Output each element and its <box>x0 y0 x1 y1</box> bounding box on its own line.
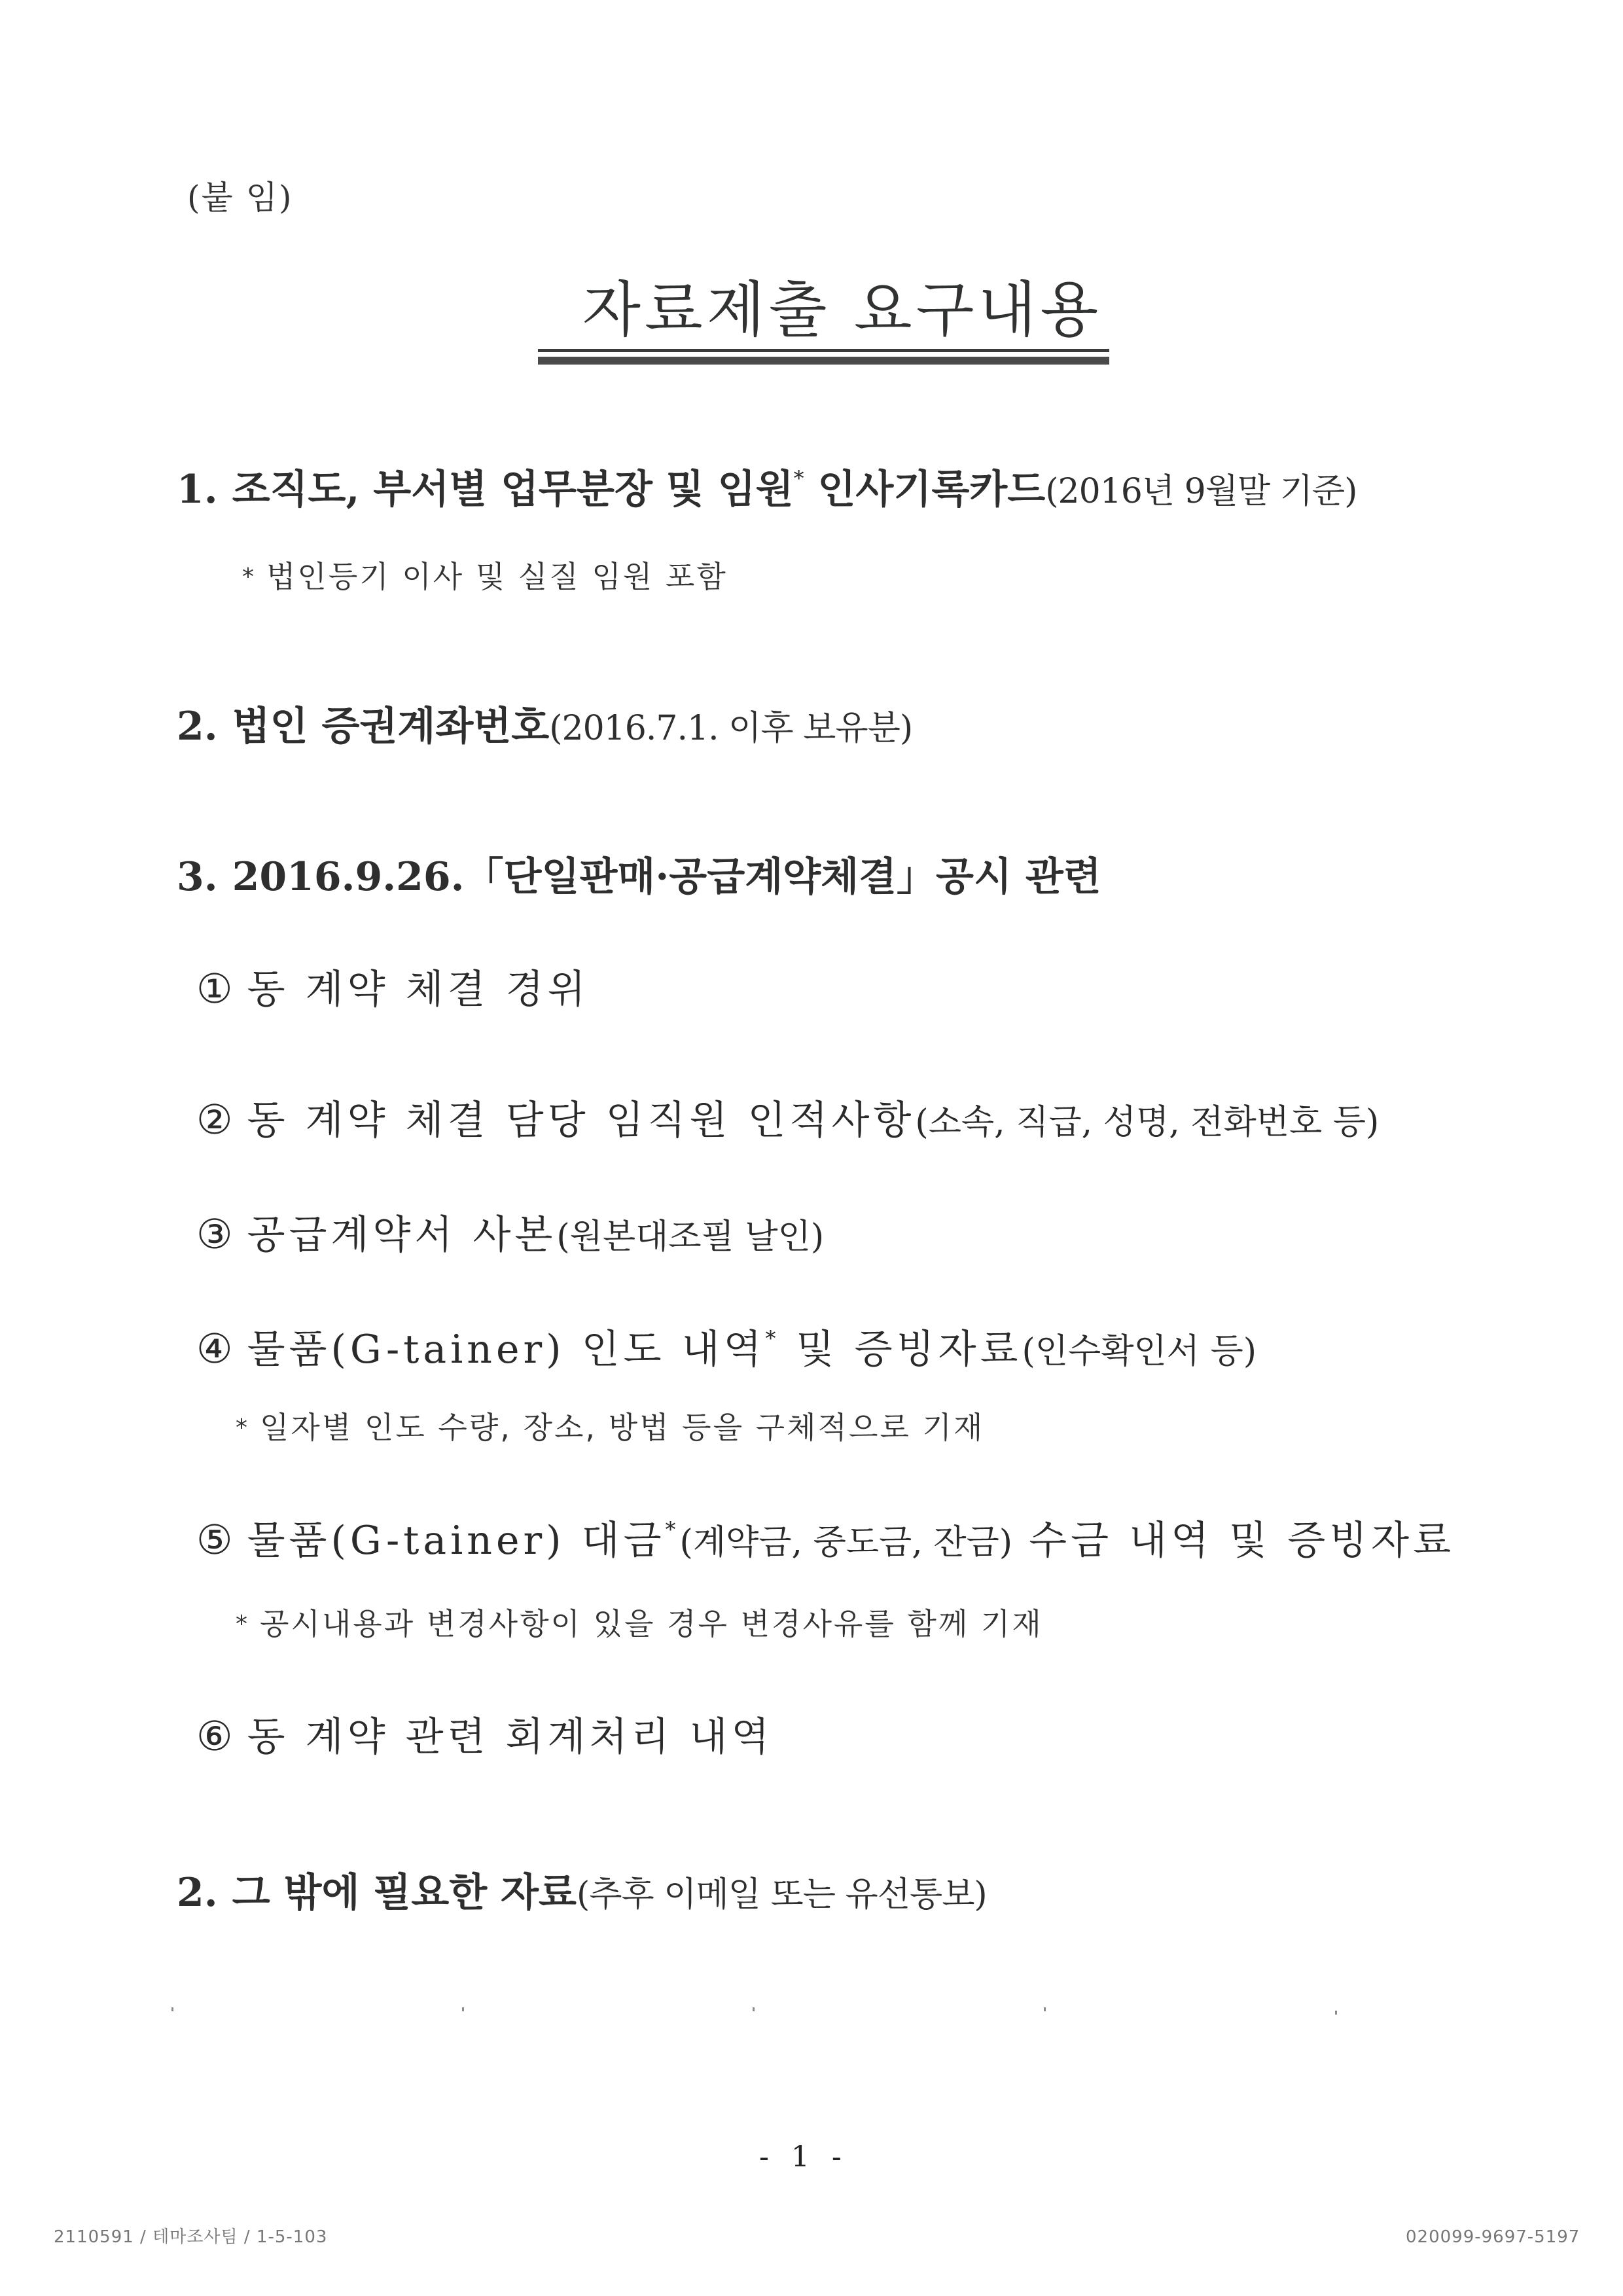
item-text: 동 계약 관련 회계처리 내역 <box>247 1714 774 1760</box>
item-text: 물품(G-tainer) 인도 내역 <box>247 1327 766 1372</box>
footer-reference-number: 020099-9697-5197 <box>1406 2227 1580 2247</box>
section-number: 1. <box>177 467 218 512</box>
section-heading-text: 2016.9.26.「단일판매·공급계약체결」공시 관련 <box>232 854 1101 900</box>
note-text: 일자별 인도 수량, 장소, 방법 등을 구체적으로 기재 <box>260 1410 985 1445</box>
section-heading-text: 그 밖에 필요한 자료 <box>232 1870 577 1916</box>
scan-artifact <box>462 2007 464 2011</box>
scan-artifact <box>753 2007 755 2011</box>
item-text: 물품(G-tainer) 대금 <box>247 1518 666 1564</box>
item-paren: (계약금, 중도금, 잔금) <box>679 1523 1013 1562</box>
note-marker: * <box>236 1611 249 1638</box>
list-item <box>196 965 590 1013</box>
list-item <box>196 1712 774 1760</box>
footnote-marker: * <box>665 1517 680 1542</box>
attachment-label: (붙 임) <box>187 179 293 217</box>
section-other-heading <box>177 1870 987 1916</box>
section-3-heading <box>177 854 1101 900</box>
item-paren: (원본대조필 날인) <box>556 1217 825 1257</box>
note-text: 법인등기 이사 및 실질 임원 포함 <box>266 559 728 594</box>
scan-artifact <box>1335 2011 1337 2015</box>
item-paren: (소속, 직급, 성명, 전화번호 등) <box>915 1103 1380 1142</box>
footnote-marker: * <box>793 466 804 491</box>
item-paren: (인수확인서 등) <box>1022 1332 1257 1371</box>
circled-number: ③ <box>196 1210 233 1258</box>
item-text-tail: 및 증빙자료 <box>779 1327 1022 1372</box>
footer-document-code: 2110591 / 테마조사팀 / 1-5-103 <box>54 2227 328 2247</box>
list-item <box>196 1096 1380 1143</box>
section-heading-text: 조직도, 부서별 업무분장 및 임원 <box>232 467 794 512</box>
item-text-tail: 수금 내역 및 증빙자료 <box>1012 1518 1455 1564</box>
footnote-marker: * <box>765 1326 780 1351</box>
section-number: 2. <box>177 704 218 749</box>
scan-artifact <box>171 2007 173 2011</box>
circled-number: ① <box>196 965 233 1013</box>
circled-number: ④ <box>196 1325 233 1372</box>
list-item <box>196 1516 1455 1564</box>
section-heading-text-tail: 인사기록카드 <box>804 467 1046 512</box>
page-number: - 1 - <box>759 2140 848 2174</box>
list-item <box>196 1325 1257 1372</box>
circled-number: ⑥ <box>196 1712 233 1760</box>
section-number: 3. <box>177 854 218 900</box>
note-marker: * <box>242 564 256 590</box>
circled-number: ⑤ <box>196 1516 233 1564</box>
item-4-note <box>236 1412 984 1443</box>
note-text: 공시내용과 변경사항이 있을 경우 변경사유를 함께 기재 <box>260 1606 1043 1641</box>
page-title: 자료제출 요구내용 <box>582 275 1103 345</box>
list-item <box>196 1210 825 1258</box>
section-paren: (2016년 9월말 기준) <box>1045 472 1357 511</box>
title-underline-thin <box>538 349 1109 352</box>
circled-number: ② <box>196 1096 233 1143</box>
item-5-note <box>236 1606 1043 1641</box>
section-2-heading <box>177 704 913 749</box>
section-1-heading <box>177 466 1357 512</box>
section-1-note <box>242 559 728 594</box>
section-number: 2. <box>177 1870 218 1916</box>
scan-artifact <box>1044 2007 1046 2011</box>
section-paren: (2016.7.1. 이후 보유분) <box>549 709 913 748</box>
item-text: 공급계약서 사본 <box>247 1212 557 1258</box>
item-text: 동 계약 체결 담당 임직원 인적사항 <box>247 1098 916 1143</box>
title-underline-thick <box>538 357 1109 365</box>
item-text: 동 계약 체결 경위 <box>247 967 590 1013</box>
section-paren: (추후 이메일 또는 유선통보) <box>577 1875 987 1914</box>
note-marker: * <box>236 1414 249 1441</box>
section-heading-text: 법인 증권계좌번호 <box>232 704 550 749</box>
